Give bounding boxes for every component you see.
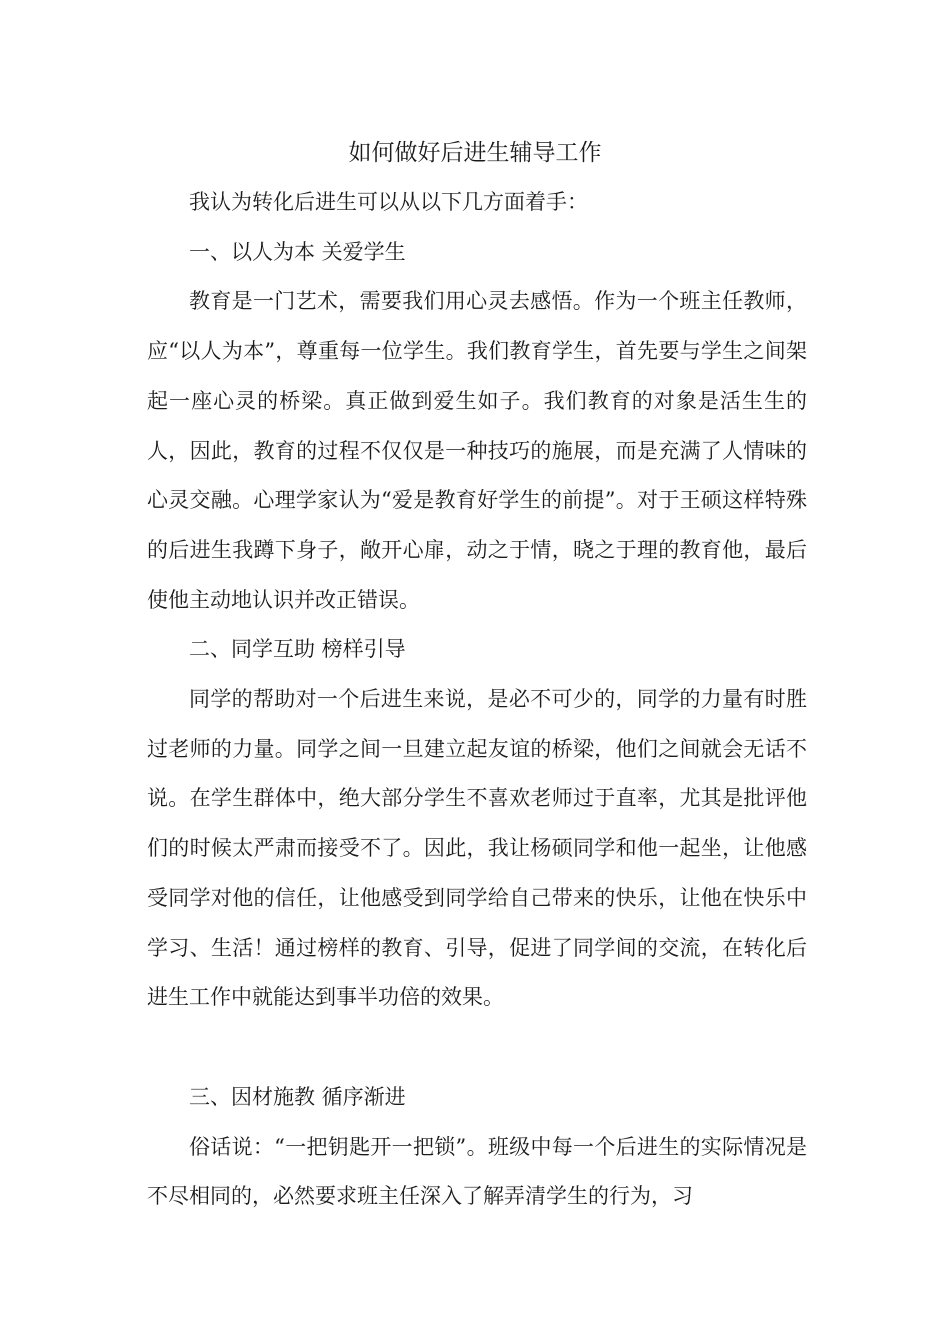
- section-2-paragraph: 同学的帮助对一个后进生来说，是必不可少的，同学的力量有时胜过老师的力量。同学之间一旦建立起友谊的桥梁，他们之间就会无话不说。在学生群体中，绝大部分学生不喜欢老师过于直率，尤其是批评他们的时候太严肃而接受不了。因此，我让杨硕同学和他一起坐，让他感受同学对他的信任，让他感受到同学给自己带来的快乐，让他在快乐中学习、生活！通过榜样的教育、引导，促进了同学间的交流，在转化后进生工作中就能达到事半功倍的效果。: [147, 687, 807, 1010]
- blank-line: [147, 1023, 807, 1073]
- document-title: 如何做好后进生辅导工作: [348, 140, 602, 166]
- document-body: [147, 178, 807, 1222]
- intro-paragraph: 我认为转化后进生可以从以下几方面着手：: [189, 190, 588, 214]
- section-3-paragraph: 俗话说：“一把钥匙开一把锁”。班级中每一个后进生的实际情况是不尽相同的，必然要求班主任深入了解弄清学生的行为，习: [147, 1134, 807, 1209]
- section-2-heading: 二、同学互助 榜样引导: [189, 637, 406, 662]
- section-1-heading: 一、以人为本 关爱学生: [189, 239, 406, 264]
- section-1-paragraph: 教育是一门艺术，需要我们用心灵去感悟。作为一个班主任教师，应“以人为本”，尊重每一位学生。我们教育学生，首先要与学生之间架起一座心灵的桥梁。真正做到爱生如子。我们教育的对象是活生生的人，因此，教育的过程不仅仅是一种技巧的施展，而是充满了人情味的心灵交融。心理学家认为“爱是教育好学生的前提”。对于王硕这样特殊的后进生我蹲下身子，敞开心扉，动之于情，晓之于理的教育他，最后使他主动地认识并改正错误。: [147, 289, 807, 612]
- section-3-heading: 三、因材施教 循序渐进: [189, 1084, 406, 1109]
